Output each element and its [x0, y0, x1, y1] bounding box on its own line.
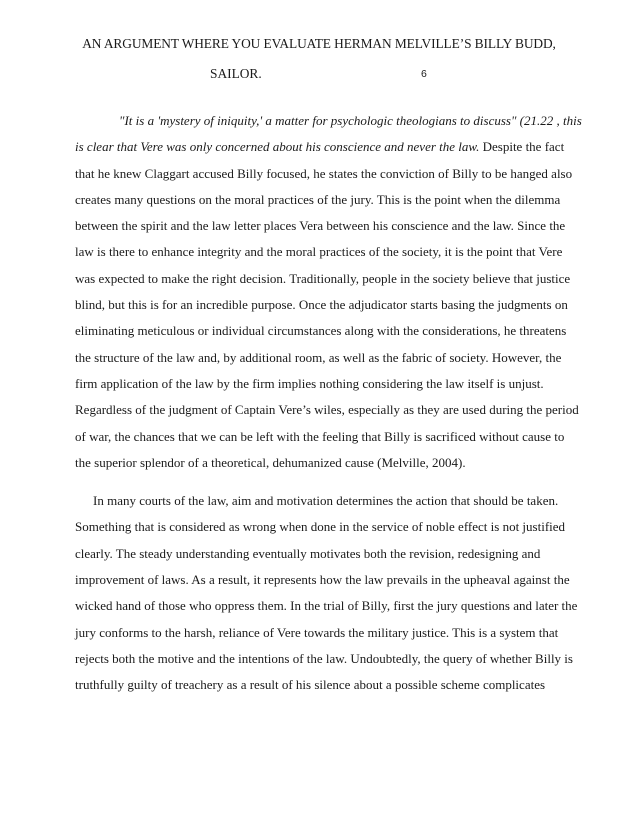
paragraph-1-line: the superior splendor of a theoretical, dehumanized cause (Melville, 2004).: [75, 454, 466, 470]
italic-quote-text: is clear that Vere was only concerned about his conscience and never the law.: [75, 139, 480, 155]
paragraph-2-line: improvement of laws. As a result, it represents how the law prevails in the upheaval against the: [75, 572, 570, 588]
paragraph-1-line-2: [75, 134, 575, 160]
paragraph-1-line: that he knew Claggart accused Billy focused, he states the conviction of Billy to be hanged also: [75, 165, 573, 181]
paragraph-1-line: creates many questions on the moral practices of the jury. This is the point when the dilemma: [75, 191, 561, 207]
paragraph-spacer: [75, 476, 575, 488]
paragraph-1-line: the structure of the law and, by additional room, as well as the fabric of society. However, the: [75, 349, 562, 365]
paragraph-1-line-2-rest: Despite the fact: [479, 139, 565, 155]
essay-title-line-1: AN ARGUMENT WHERE YOU EVALUATE HERMAN MELVILLE’S BILLY BUDD,: [82, 36, 556, 51]
paragraph-2-line: rejects both the motive and the intentions of the law. Undoubtedly, the query of whether Billy is: [75, 650, 573, 666]
paragraph-1-line: was expected to make the right decision. Traditionally, people in the society believe that justice: [75, 270, 571, 286]
paragraph-1-line: firm application of the law by the firm implies nothing considering the law itself is unjust.: [75, 375, 544, 391]
essay-body: [75, 108, 582, 699]
paragraph-2-line: clearly. The steady understanding eventually motivates both the revision, redesigning and: [75, 545, 541, 561]
paragraph-1-line: eliminating meticulous or individual circumstances along with the considerations, he threatens: [75, 323, 567, 339]
paragraph-1: [75, 108, 582, 476]
paragraph-2-line: truthfully guilty of treachery as a result of his silence about a possible scheme complicates: [75, 677, 546, 693]
paragraph-1-line: Regardless of the judgment of Captain Vere’s wiles, especially as they are used during the period: [75, 402, 579, 418]
paragraph-1-line: law is there to enhance integrity and the moral practices of the society, it is the point that Vere: [75, 244, 563, 260]
paragraph-1-line: blind, but this is for an incredible purpose. Once the adjudicator starts basing the judgments on: [75, 297, 568, 313]
paragraph-1-line: between the spirit and the law letter places Vera between his conscience and the law. Since the: [75, 218, 566, 234]
paragraph-2-line: In many courts of the law, aim and motivation determines the action that should be taken.: [93, 493, 559, 509]
paragraph-2-line: Something that is considered as wrong when done in the service of noble effect is not justified: [75, 519, 566, 535]
page-number: 6: [421, 68, 427, 80]
essay-title-line-2: SAILOR.: [210, 66, 262, 81]
paragraph-2-line: wicked hand of those who oppress them. In the trial of Billy, first the jury questions and later the: [75, 598, 578, 614]
paragraph-1-line: of war, the chances that we can be left with the feeling that Billy is sacrificed without cause to: [75, 428, 565, 444]
paragraph-2: [75, 488, 578, 698]
paragraph-1-line-1: "It is a 'mystery of iniquity,' a matter for psychologic theologians to discuss" (21.22 , this: [119, 113, 582, 128]
paragraph-2-line: jury conforms to the harsh, reliance of Vere towards the military justice. This is a system that: [75, 624, 559, 640]
